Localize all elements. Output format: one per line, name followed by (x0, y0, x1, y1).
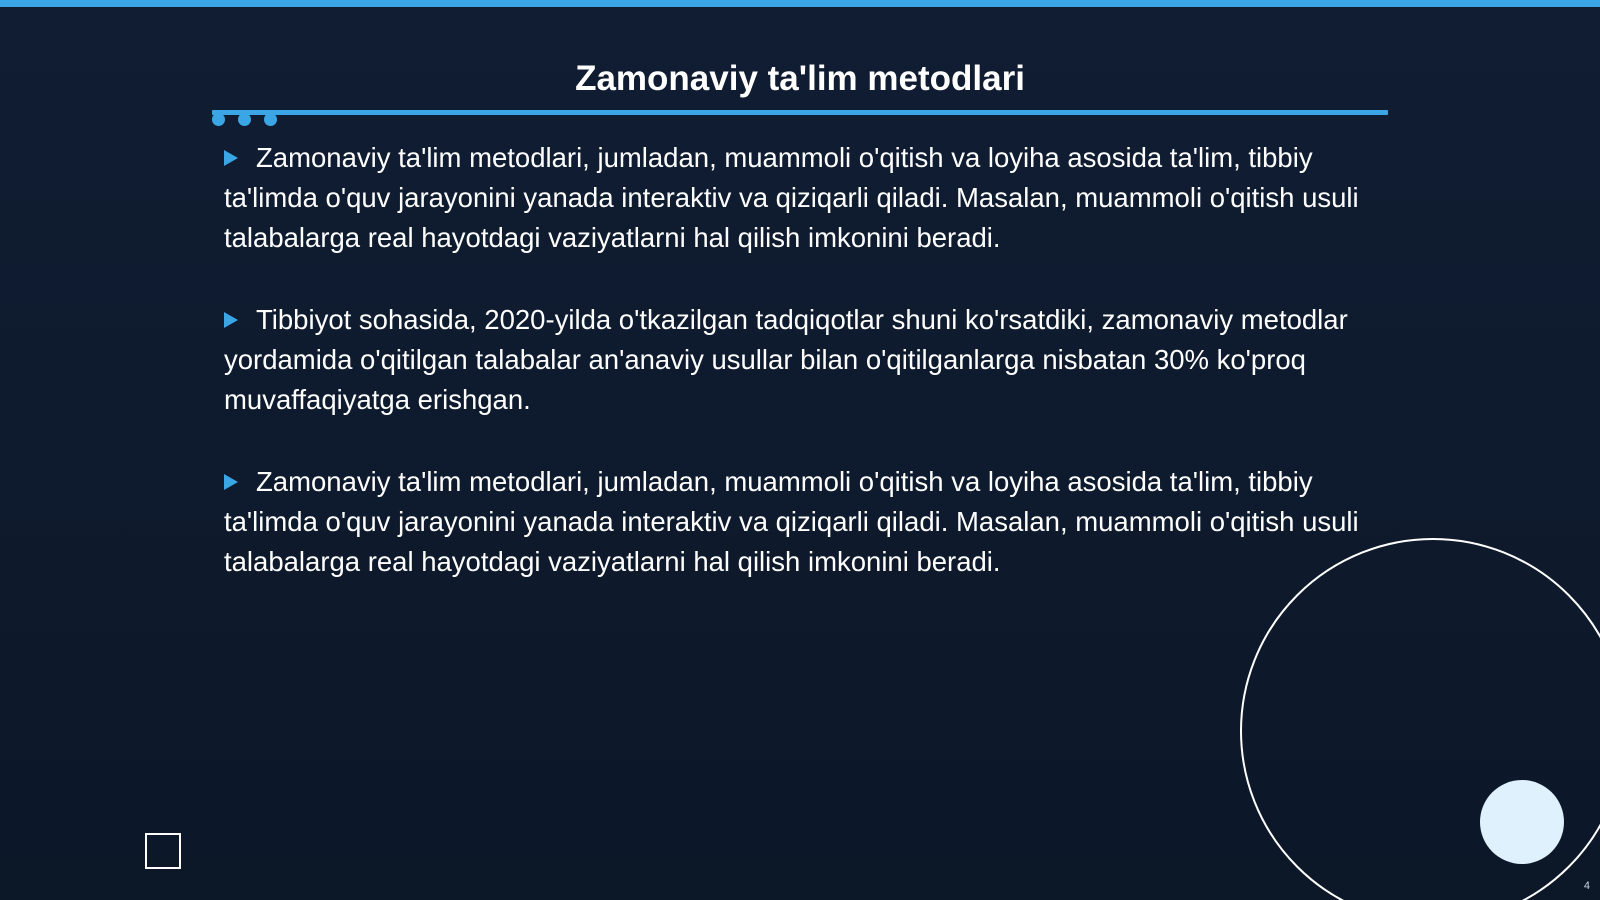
bullet-text: Zamonaviy ta'lim metodlari, jumladan, muammoli o'qitish va loyiha asosida ta'lim, tibbiy ta'limda o'quv jarayonini yanada interaktiv va qiziqarli qiladi. Masalan, muammoli o'qitish usuli talabalarga real hayotdagi vaziyatlarni hal qilish imkonini beradi. (224, 142, 1359, 253)
bullet-text: Tibbiyot sohasida, 2020-yilda o'tkazilgan tadqiqotlar shuni ko'rsatdiki, zamonaviy metodlar yordamida o'qitilgan talabalar an'anaviy usullar bilan o'qitilganlarga nisbatan 30% ko'proq muvaffaqiyatga erishgan. (224, 304, 1348, 415)
underline-dot (212, 113, 225, 126)
slide-page-number: 4 (1583, 880, 1590, 892)
bullet-text: Zamonaviy ta'lim metodlari, jumladan, muammoli o'qitish va loyiha asosida ta'lim, tibbiy ta'limda o'quv jarayonini yanada interaktiv va qiziqarli qiladi. Masalan, muammoli o'qitish usuli talabalarga real hayotdagi vaziyatlarni hal qilish imkonini beradi. (224, 466, 1359, 577)
top-accent-bar (0, 0, 1600, 7)
bullet-item (224, 138, 1374, 258)
bullet-list (224, 138, 1374, 624)
underline-dot (264, 113, 277, 126)
title-underline (212, 110, 1388, 115)
triangle-bullet-icon (224, 312, 238, 328)
triangle-bullet-icon (224, 474, 238, 490)
slide-title: Zamonaviy ta'lim metodlari (575, 59, 1025, 98)
bullet-item (224, 462, 1374, 582)
decorative-square-outline (145, 833, 181, 869)
triangle-bullet-icon (224, 150, 238, 166)
decorative-filled-circle (1480, 780, 1564, 864)
bullet-item (224, 300, 1374, 420)
underline-dot (238, 113, 251, 126)
